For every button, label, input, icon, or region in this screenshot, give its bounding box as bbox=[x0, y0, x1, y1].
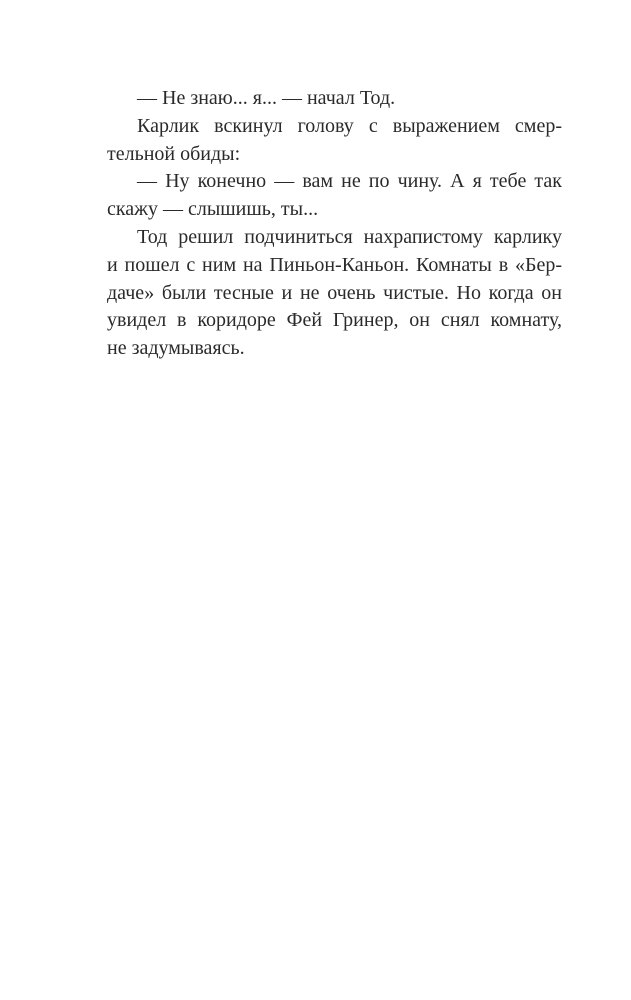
text-line-3: тельной обиды: bbox=[107, 142, 241, 165]
text-line-6: Тод решил подчиниться нахрапистому карлику bbox=[137, 225, 562, 248]
text-line-7: и пошел с ним на Пиньон-Каньон. Комнаты в «Бер- bbox=[107, 253, 562, 276]
body-text bbox=[107, 85, 562, 363]
text-line-2: Карлик вскинул голову с выражением смер- bbox=[137, 114, 562, 137]
text-line-9: увидел в коридоре Фей Гринер, он снял комнату, bbox=[107, 309, 562, 332]
text-line-5: скажу — слышишь, ты... bbox=[107, 198, 319, 221]
text-line-8: даче» были тесные и не очень чистые. Но когда он bbox=[107, 281, 562, 304]
text-line-4: — Ну конечно — вам не по чину. А я тебе так bbox=[137, 170, 562, 193]
text-line-1: — Не знаю... я... — начал Тод. bbox=[137, 87, 396, 109]
text-line-10: не задумываясь. bbox=[107, 337, 245, 360]
